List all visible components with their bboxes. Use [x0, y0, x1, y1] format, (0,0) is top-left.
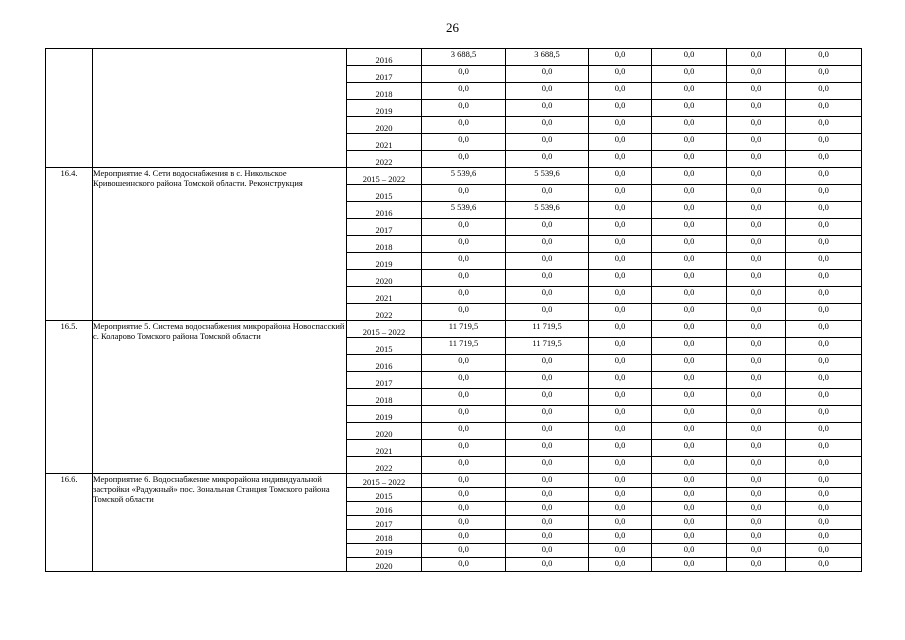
- value-cell: 0,0: [786, 270, 862, 287]
- value-cell: 0,0: [786, 423, 862, 440]
- value-cell: 0,0: [727, 338, 786, 355]
- value-cell: 11 719,5: [506, 338, 589, 355]
- activity-number: [46, 49, 93, 168]
- value-cell: 0,0: [422, 372, 506, 389]
- value-cell: 5 539,6: [422, 168, 506, 185]
- value-cell: 0,0: [652, 287, 727, 304]
- value-cell: 0,0: [786, 502, 862, 516]
- value-cell: 0,0: [589, 100, 652, 117]
- value-cell: 0,0: [589, 474, 652, 488]
- value-cell: 0,0: [652, 49, 727, 66]
- value-cell: 0,0: [786, 474, 862, 488]
- value-cell: 0,0: [727, 168, 786, 185]
- value-cell: 0,0: [652, 66, 727, 83]
- value-cell: 0,0: [506, 66, 589, 83]
- value-cell: 0,0: [506, 530, 589, 544]
- value-cell: 5 539,6: [506, 202, 589, 219]
- year-cell: 2017: [347, 66, 422, 83]
- value-cell: 0,0: [589, 49, 652, 66]
- value-cell: 0,0: [422, 389, 506, 406]
- value-cell: 0,0: [652, 488, 727, 502]
- value-cell: 0,0: [422, 151, 506, 168]
- year-cell: 2015: [347, 488, 422, 502]
- activity-title: Мероприятие 4. Сети водоснабжения в с. Никольское Кривошеинского района Томской области. Реконструкция: [93, 168, 347, 321]
- value-cell: 0,0: [506, 389, 589, 406]
- value-cell: 0,0: [727, 236, 786, 253]
- value-cell: 0,0: [727, 423, 786, 440]
- activity-title: [93, 49, 347, 168]
- value-cell: 0,0: [786, 457, 862, 474]
- page-number: 26: [446, 20, 459, 35]
- year-cell: 2020: [347, 558, 422, 572]
- value-cell: 0,0: [422, 544, 506, 558]
- value-cell: 0,0: [422, 423, 506, 440]
- value-cell: 0,0: [652, 389, 727, 406]
- value-cell: 0,0: [422, 488, 506, 502]
- value-cell: 0,0: [506, 287, 589, 304]
- value-cell: 0,0: [652, 406, 727, 423]
- year-cell: 2018: [347, 236, 422, 253]
- value-cell: 5 539,6: [506, 168, 589, 185]
- year-cell: 2016: [347, 502, 422, 516]
- value-cell: 0,0: [786, 516, 862, 530]
- value-cell: 0,0: [727, 270, 786, 287]
- value-cell: 0,0: [422, 304, 506, 321]
- year-cell: 2017: [347, 516, 422, 530]
- value-cell: 0,0: [422, 474, 506, 488]
- value-cell: 0,0: [652, 100, 727, 117]
- value-cell: 0,0: [589, 185, 652, 202]
- value-cell: 0,0: [589, 558, 652, 572]
- value-cell: 0,0: [786, 304, 862, 321]
- value-cell: 0,0: [652, 457, 727, 474]
- value-cell: 0,0: [506, 253, 589, 270]
- value-cell: 0,0: [506, 134, 589, 151]
- value-cell: 0,0: [589, 530, 652, 544]
- value-cell: 0,0: [506, 304, 589, 321]
- value-cell: 0,0: [589, 355, 652, 372]
- year-cell: 2018: [347, 389, 422, 406]
- value-cell: 0,0: [652, 474, 727, 488]
- value-cell: 0,0: [422, 287, 506, 304]
- value-cell: 0,0: [589, 236, 652, 253]
- year-cell: 2022: [347, 151, 422, 168]
- value-cell: 0,0: [506, 185, 589, 202]
- value-cell: 0,0: [727, 389, 786, 406]
- value-cell: 0,0: [589, 168, 652, 185]
- value-cell: 11 719,5: [506, 321, 589, 338]
- activity-number: 16.5.: [46, 321, 93, 474]
- value-cell: 0,0: [652, 338, 727, 355]
- value-cell: 0,0: [727, 134, 786, 151]
- value-cell: 0,0: [652, 516, 727, 530]
- year-cell: 2017: [347, 219, 422, 236]
- value-cell: 0,0: [422, 355, 506, 372]
- value-cell: 0,0: [786, 558, 862, 572]
- value-cell: 0,0: [727, 117, 786, 134]
- value-cell: 0,0: [727, 355, 786, 372]
- value-cell: 0,0: [422, 530, 506, 544]
- value-cell: 0,0: [786, 185, 862, 202]
- year-cell: 2015: [347, 185, 422, 202]
- year-cell: 2020: [347, 423, 422, 440]
- value-cell: 0,0: [422, 185, 506, 202]
- value-cell: 0,0: [727, 372, 786, 389]
- activity-title: Мероприятие 5. Система водоснабжения микрорайона Новоспасский с. Коларово Томского района Томской области: [93, 321, 347, 474]
- value-cell: 0,0: [589, 544, 652, 558]
- value-cell: 11 719,5: [422, 321, 506, 338]
- value-cell: 0,0: [786, 440, 862, 457]
- year-cell: 2021: [347, 287, 422, 304]
- value-cell: 0,0: [422, 236, 506, 253]
- value-cell: 0,0: [589, 502, 652, 516]
- year-cell: 2019: [347, 253, 422, 270]
- value-cell: 0,0: [506, 488, 589, 502]
- value-cell: 0,0: [652, 117, 727, 134]
- value-cell: 0,0: [422, 219, 506, 236]
- value-cell: 0,0: [652, 185, 727, 202]
- year-cell: 2015 – 2022: [347, 474, 422, 488]
- value-cell: 0,0: [589, 219, 652, 236]
- value-cell: 0,0: [786, 100, 862, 117]
- value-cell: 0,0: [589, 304, 652, 321]
- value-cell: 0,0: [786, 202, 862, 219]
- value-cell: 0,0: [506, 457, 589, 474]
- value-cell: 0,0: [652, 321, 727, 338]
- value-cell: 0,0: [506, 151, 589, 168]
- value-cell: 0,0: [652, 355, 727, 372]
- value-cell: 0,0: [652, 168, 727, 185]
- value-cell: 0,0: [652, 134, 727, 151]
- year-cell: 2016: [347, 49, 422, 66]
- year-cell: 2019: [347, 406, 422, 423]
- value-cell: 0,0: [652, 544, 727, 558]
- value-cell: 0,0: [589, 389, 652, 406]
- value-cell: 0,0: [506, 423, 589, 440]
- value-cell: 0,0: [589, 488, 652, 502]
- value-cell: 0,0: [506, 270, 589, 287]
- value-cell: 0,0: [506, 406, 589, 423]
- value-cell: 0,0: [786, 488, 862, 502]
- value-cell: 0,0: [422, 66, 506, 83]
- value-cell: 3 688,5: [422, 49, 506, 66]
- value-cell: 0,0: [652, 372, 727, 389]
- value-cell: 3 688,5: [506, 49, 589, 66]
- value-cell: 0,0: [506, 502, 589, 516]
- value-cell: 0,0: [786, 253, 862, 270]
- value-cell: 0,0: [786, 321, 862, 338]
- value-cell: 0,0: [506, 117, 589, 134]
- value-cell: 0,0: [506, 83, 589, 100]
- value-cell: 0,0: [786, 151, 862, 168]
- year-cell: 2020: [347, 117, 422, 134]
- value-cell: 0,0: [506, 558, 589, 572]
- value-cell: 0,0: [589, 457, 652, 474]
- table-row: [46, 321, 862, 338]
- value-cell: 0,0: [727, 544, 786, 558]
- value-cell: 0,0: [589, 516, 652, 530]
- value-cell: 0,0: [422, 457, 506, 474]
- value-cell: 0,0: [727, 100, 786, 117]
- value-cell: 0,0: [727, 287, 786, 304]
- value-cell: 0,0: [422, 83, 506, 100]
- year-cell: 2018: [347, 530, 422, 544]
- value-cell: 0,0: [422, 270, 506, 287]
- value-cell: 0,0: [652, 558, 727, 572]
- value-cell: 0,0: [422, 516, 506, 530]
- value-cell: 0,0: [727, 530, 786, 544]
- value-cell: 0,0: [506, 219, 589, 236]
- value-cell: 0,0: [589, 117, 652, 134]
- value-cell: 0,0: [727, 49, 786, 66]
- value-cell: 0,0: [506, 516, 589, 530]
- year-cell: 2016: [347, 202, 422, 219]
- value-cell: 0,0: [786, 406, 862, 423]
- value-cell: 0,0: [786, 389, 862, 406]
- value-cell: 0,0: [589, 287, 652, 304]
- activity-number: 16.4.: [46, 168, 93, 321]
- value-cell: 0,0: [727, 440, 786, 457]
- year-cell: 2019: [347, 100, 422, 117]
- value-cell: 0,0: [786, 219, 862, 236]
- value-cell: 0,0: [652, 219, 727, 236]
- value-cell: 0,0: [727, 304, 786, 321]
- value-cell: 0,0: [589, 66, 652, 83]
- value-cell: 0,0: [786, 168, 862, 185]
- value-cell: 0,0: [786, 544, 862, 558]
- value-cell: 0,0: [589, 151, 652, 168]
- value-cell: 0,0: [589, 202, 652, 219]
- value-cell: 0,0: [786, 338, 862, 355]
- value-cell: 0,0: [589, 253, 652, 270]
- value-cell: 0,0: [727, 66, 786, 83]
- value-cell: 0,0: [727, 151, 786, 168]
- year-cell: 2020: [347, 270, 422, 287]
- value-cell: 0,0: [506, 544, 589, 558]
- value-cell: 0,0: [727, 83, 786, 100]
- value-cell: 0,0: [589, 83, 652, 100]
- value-cell: 0,0: [786, 117, 862, 134]
- value-cell: 0,0: [727, 321, 786, 338]
- value-cell: 0,0: [589, 440, 652, 457]
- value-cell: 0,0: [422, 134, 506, 151]
- value-cell: 0,0: [506, 372, 589, 389]
- year-cell: 2015: [347, 338, 422, 355]
- value-cell: 0,0: [422, 117, 506, 134]
- value-cell: 0,0: [786, 66, 862, 83]
- value-cell: 0,0: [506, 236, 589, 253]
- year-cell: 2016: [347, 355, 422, 372]
- value-cell: 0,0: [422, 502, 506, 516]
- value-cell: 0,0: [506, 440, 589, 457]
- value-cell: 0,0: [652, 151, 727, 168]
- value-cell: 0,0: [506, 100, 589, 117]
- value-cell: 0,0: [786, 83, 862, 100]
- value-cell: 0,0: [786, 530, 862, 544]
- value-cell: 0,0: [652, 502, 727, 516]
- value-cell: 0,0: [589, 423, 652, 440]
- value-cell: 0,0: [786, 355, 862, 372]
- value-cell: 0,0: [786, 134, 862, 151]
- value-cell: 0,0: [589, 270, 652, 287]
- year-cell: 2021: [347, 134, 422, 151]
- year-cell: 2022: [347, 304, 422, 321]
- value-cell: 0,0: [727, 219, 786, 236]
- value-cell: 0,0: [786, 287, 862, 304]
- value-cell: 0,0: [652, 253, 727, 270]
- value-cell: 0,0: [652, 440, 727, 457]
- value-cell: 0,0: [727, 457, 786, 474]
- year-cell: 2019: [347, 544, 422, 558]
- activity-number: 16.6.: [46, 474, 93, 572]
- value-cell: 0,0: [506, 474, 589, 488]
- value-cell: 0,0: [727, 502, 786, 516]
- value-cell: 0,0: [652, 304, 727, 321]
- value-cell: 11 719,5: [422, 338, 506, 355]
- budget-table: [45, 48, 862, 572]
- value-cell: 0,0: [422, 406, 506, 423]
- value-cell: 0,0: [589, 406, 652, 423]
- budget-table-body: [46, 49, 862, 572]
- value-cell: 0,0: [727, 474, 786, 488]
- value-cell: 0,0: [727, 558, 786, 572]
- value-cell: 0,0: [652, 202, 727, 219]
- year-cell: 2022: [347, 457, 422, 474]
- value-cell: 0,0: [589, 134, 652, 151]
- activity-title: Мероприятие 6. Водоснабжение микрорайона индивидуальной застройки «Радужный» пос. Зональная Станция Томского района Томской области: [93, 474, 347, 572]
- value-cell: 0,0: [786, 372, 862, 389]
- value-cell: 0,0: [422, 558, 506, 572]
- value-cell: 0,0: [422, 100, 506, 117]
- table-row: [46, 49, 862, 66]
- value-cell: 0,0: [506, 355, 589, 372]
- value-cell: 0,0: [727, 185, 786, 202]
- value-cell: 0,0: [589, 338, 652, 355]
- year-cell: 2021: [347, 440, 422, 457]
- value-cell: 0,0: [652, 530, 727, 544]
- year-cell: 2018: [347, 83, 422, 100]
- value-cell: 0,0: [786, 49, 862, 66]
- value-cell: 0,0: [727, 406, 786, 423]
- value-cell: 0,0: [652, 270, 727, 287]
- value-cell: 0,0: [589, 321, 652, 338]
- value-cell: 0,0: [727, 516, 786, 530]
- value-cell: 0,0: [727, 202, 786, 219]
- value-cell: 0,0: [652, 423, 727, 440]
- value-cell: 0,0: [422, 253, 506, 270]
- table-row: [46, 474, 862, 488]
- value-cell: 5 539,6: [422, 202, 506, 219]
- year-cell: 2017: [347, 372, 422, 389]
- value-cell: 0,0: [589, 372, 652, 389]
- value-cell: 0,0: [727, 488, 786, 502]
- value-cell: 0,0: [652, 83, 727, 100]
- year-cell: 2015 – 2022: [347, 321, 422, 338]
- value-cell: 0,0: [727, 253, 786, 270]
- value-cell: 0,0: [652, 236, 727, 253]
- value-cell: 0,0: [786, 236, 862, 253]
- value-cell: 0,0: [422, 440, 506, 457]
- table-row: [46, 168, 862, 185]
- year-cell: 2015 – 2022: [347, 168, 422, 185]
